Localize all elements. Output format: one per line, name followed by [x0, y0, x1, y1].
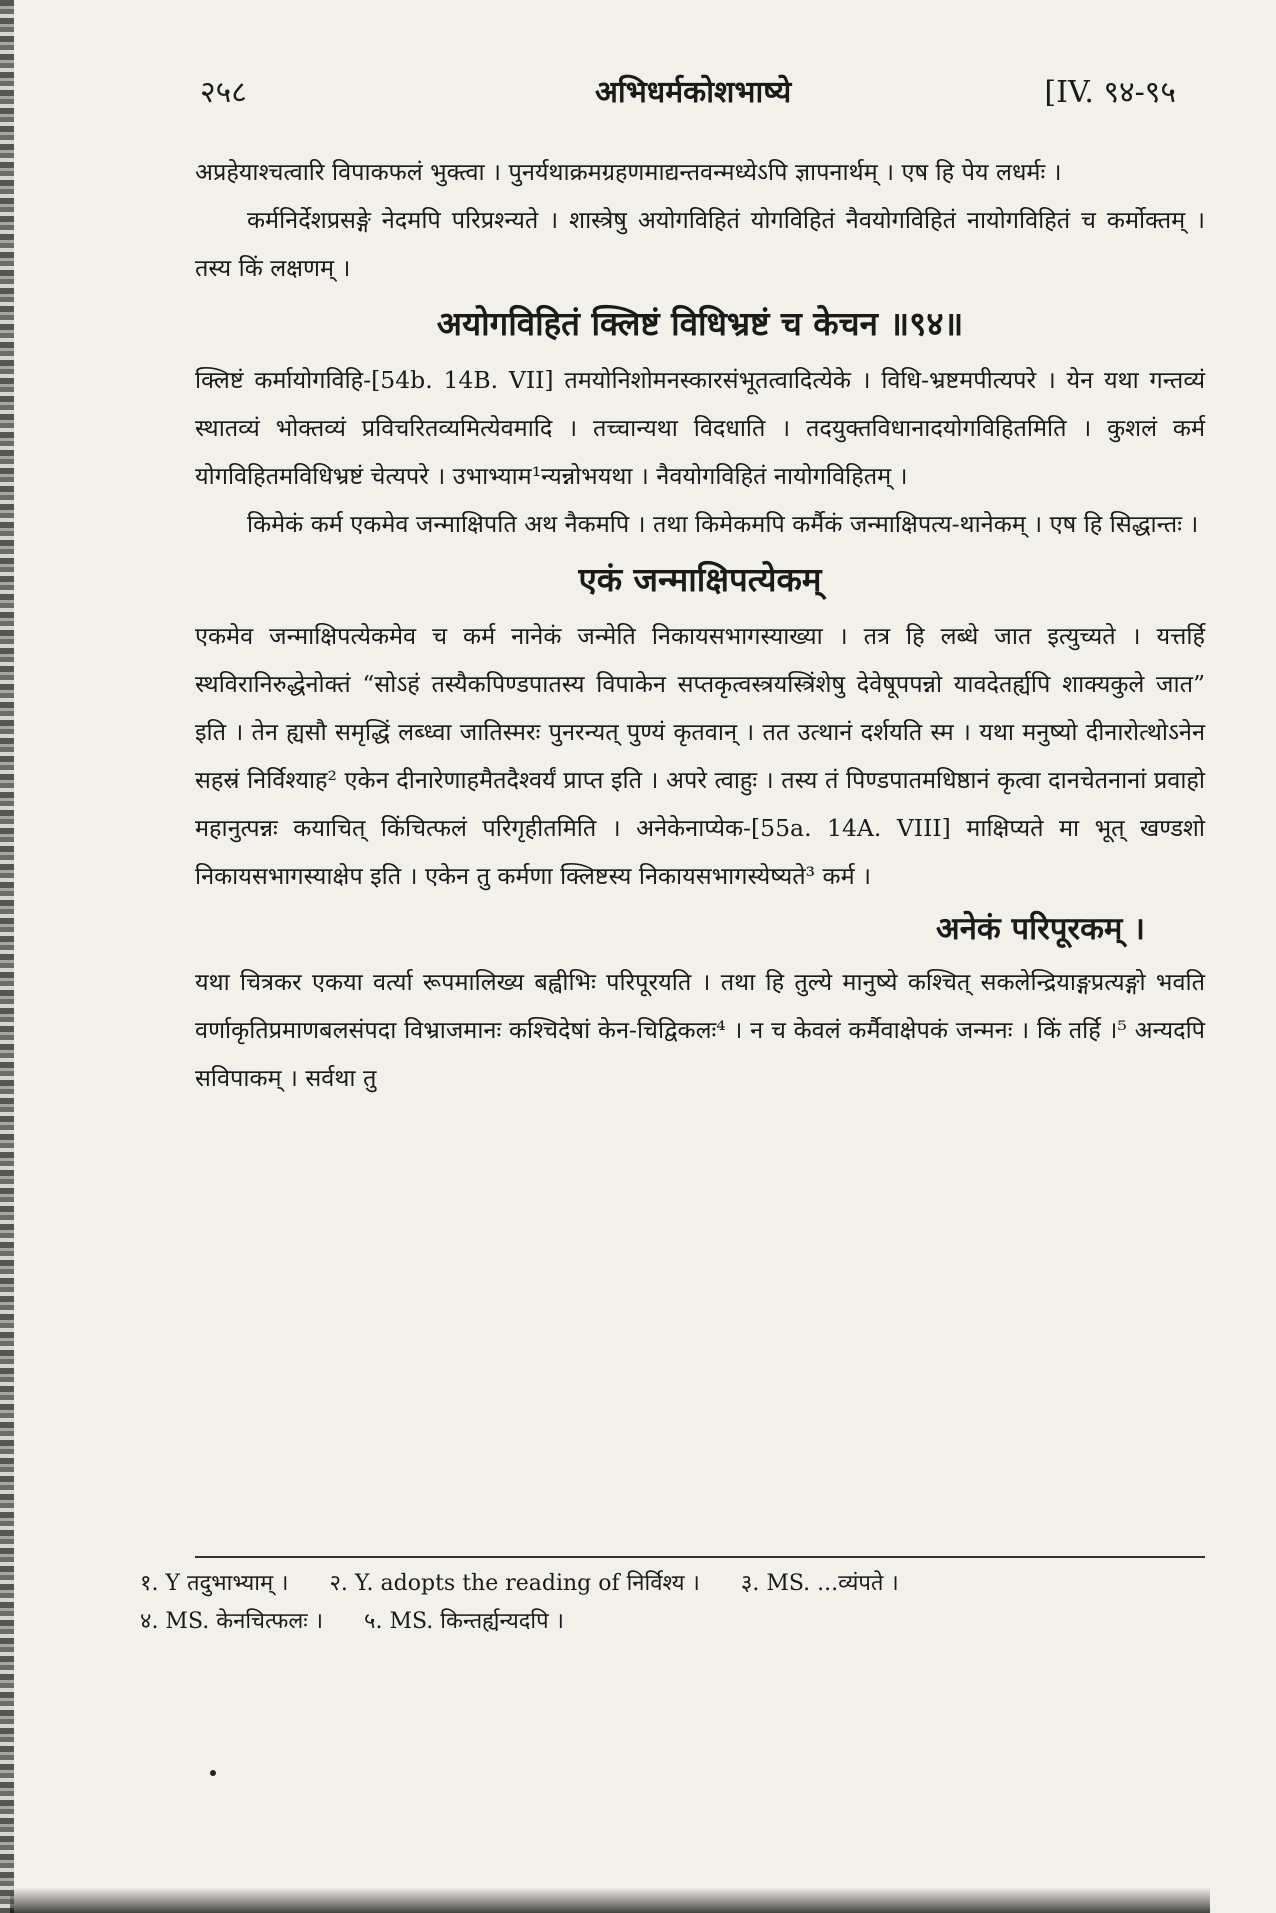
karika-verse-95a: एकं जन्माक्षिपत्येकम्	[578, 560, 822, 599]
footnotes	[140, 1565, 1220, 1641]
scan-shadow	[10, 1887, 1210, 1913]
footnote-divider	[195, 1556, 1205, 1558]
ink-speck	[210, 1770, 216, 1776]
paragraph: अप्रहेयाश्चत्वारि विपाकफलं भुक्त्वा । पुनर्यथाक्रमग्रहणमाद्यन्तवन्मध्येऽपि ज्ञापनार्थम् । एष हि पेय लधर्मः ।	[195, 158, 1062, 186]
page-number: २५८	[200, 75, 247, 110]
commentary-paragraph: किमेकं कर्म एकमेव जन्माक्षिपति अथ नैकमपि । तथा किमेकमपि कर्मैकं जन्माक्षिपत्य-थानेकम् । एष हि सिद्धान्तः ।	[247, 510, 1199, 538]
footnote: १. Y तदुभाभ्याम् ।	[140, 1571, 289, 1596]
karika-verse-95b: अनेकं परिपूरकम् ।	[936, 911, 1145, 947]
page-title: अभिधर्मकोशभाष्ये	[595, 75, 792, 110]
verse-reference: [IV. ९४-९५	[1044, 75, 1176, 110]
binding-edge	[0, 0, 14, 1913]
body-text	[195, 148, 1205, 1102]
commentary-paragraph: यथा चित्रकर एकया वर्त्या रूपमालिख्य बह्वीभिः परिपूरयति । तथा हि तुल्ये मानुष्ये कश्चित् सकलेन्द्रियाङ्गप्रत्यङ्गो भवति वर्णाकृतिप्रमाणबलसंपदा विभ्राजमानः कश्चिदेषां केन-चिद्विकलः⁴ । न च केवलं कर्मैवाक्षेपकं जन्मनः । किं तर्हि ।⁵ अन्यदपि सविपाकम् । सर्वथा तु	[195, 968, 1205, 1092]
footnote: २. Y. adopts the reading of निर्विश्य ।	[329, 1571, 700, 1596]
footnote: ५. MS. किन्तर्ह्यन्यदपि ।	[364, 1609, 564, 1634]
commentary-paragraph: क्लिष्टं कर्मायोगविहि-[54b. 14B. VII] तमयोनिशोमनस्कारसंभूतत्वादित्येके । विधि-भ्रष्टमपीत्यपरे । येन यथा गन्तव्यं स्थातव्यं भोक्तव्यं प्रविचरितव्यमित्येवमादि । तच्चान्यथा विदधाति । तदयुक्तविधानादयोगविहितमिति । कुशलं कर्म योगविहितमविधिभ्रष्टं चेत्यपरे । उभाभ्याम¹न्यन्नोभयथा । नैवयोगविहितं नायोगविहितम् ।	[195, 366, 1205, 490]
footnote: ३. MS. ...व्यंपते ।	[740, 1571, 899, 1596]
commentary-paragraph: एकमेव जन्माक्षिपत्येकमेव च कर्म नानेकं जन्मेति निकायसभागस्याख्या । तत्र हि लब्धे जात इत्युच्यते । यत्तर्हि स्थविरानिरुद्धेनोक्तं “सोऽहं तस्यैकपिण्डपातस्य विपाकेन सप्तकृत्वस्त्रयस्त्रिंशेषु देवेषूपपन्नो यावदेतर्ह्यपि शाक्यकुले जात” इति । तेन ह्यसौ समृद्धिं लब्ध्वा जातिस्मरः पुनरन्यत् पुण्यं कृतवान् । तत उत्थानं दर्शयति स्म । यथा मनुष्यो दीनारोत्थोऽनेन सहस्रं निर्विश्याह² एकेन दीनारेणाहमैतदैश्वर्यं प्राप्त इति । अपरे त्वाहुः । तस्य तं पिण्डपातमधिष्ठानं कृत्वा दानचेतनानां प्रवाहो महानुत्पन्नः कयाचित् किंचित्फलं परिगृहीतमिति । अनेकेनाप्येक-[55a. 14A. VIII] माक्षिप्यते मा भूत् खण्डशो निकायसभागस्याक्षेप इति । एकेन तु कर्मणा क्लिष्टस्य निकायसभागस्येष्यते³ कर्म ।	[195, 622, 1205, 890]
running-head	[200, 70, 1216, 120]
karika-verse-94: अयोगविहितं क्लिष्टं विधिभ्रष्टं च केचन ॥९४॥	[436, 304, 964, 343]
footnote: ४. MS. केनचित्फलः ।	[140, 1609, 324, 1634]
paragraph: कर्मनिर्देशप्रसङ्गे नेदमपि परिप्रश्न्यते । शास्त्रेषु अयोगविहितं योगविहितं नैवयोगविहितं नायोगविहितं च कर्मोक्तम् । तस्य किं लक्षणम् ।	[195, 206, 1205, 282]
